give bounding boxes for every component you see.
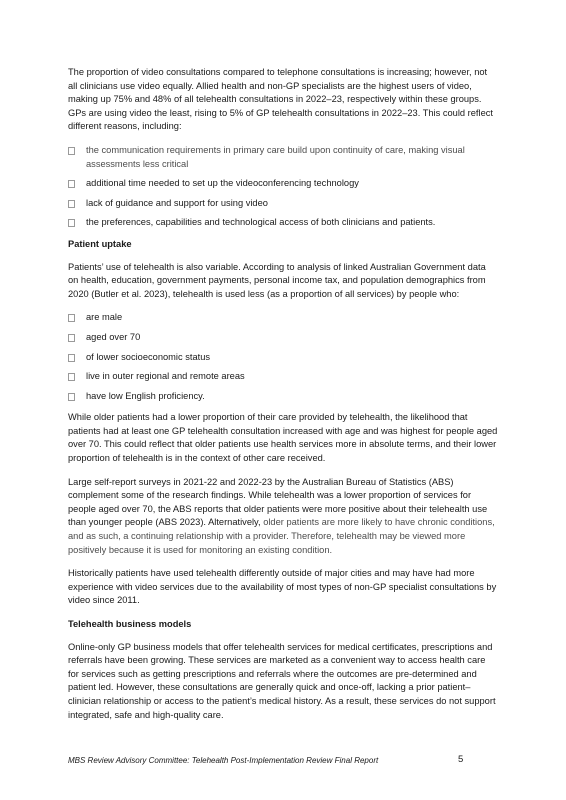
regional-paragraph: Historically patients have used telehealth differently outside of major cities and may have had more experience with video services due to the availability of most types of non-GP specialist consultations by video since 2011. — [68, 568, 497, 606]
list-item: have low English proficiency. — [68, 390, 498, 404]
business-paragraph: Online-only GP business models that offer telehealth services for medical certificates, prescriptions and referrals have been growing. These services are marketed as a convenient way to access health care for services such as getting prescriptions and referrals where the outcomes are pre-determined and patient led. However, these consultations are generally quick and once-off, lacking a prior patient–clinician relationship or access to the patient’s medical history. As a result, these services do not support integrated, safe and high-quality care. — [68, 641, 496, 720]
uptake-intro-paragraph: Patients’ use of telehealth is also variable. According to analysis of linked Australian Government data on health, education, government payments, personal income tax, and population demographics from 2020 (Butler et al. 2023), telehealth is used less (as a proportion of all services) by people who: — [68, 261, 486, 299]
bullet-box-icon — [68, 147, 75, 155]
bullet-box-icon — [68, 180, 75, 188]
list-item: additional time needed to set up the videoconferencing technology — [68, 177, 498, 191]
bullet-box-icon — [68, 314, 75, 322]
list-item: lack of guidance and support for using video — [68, 197, 498, 211]
list-item: aged over 70 — [68, 331, 498, 345]
page-footer — [68, 756, 498, 765]
older-patients-paragraph: While older patients had a lower proportion of their care provided by telehealth, the likelihood that patients had at least one GP telehealth consultation increased with age and was highest for people aged over 70. This could reflect that older patients use health services more in absolute terms, and their lower proportion of telehealth is in the context of other care received. — [68, 412, 498, 464]
page-number: 5 — [458, 754, 464, 765]
list-item: are male — [68, 311, 498, 325]
section-heading-patient-uptake: Patient uptake — [68, 238, 132, 249]
list-item: of lower socioeconomic status — [68, 351, 498, 365]
intro-paragraph: The proportion of video consultations compared to telephone consultations is increasing; however, not all clinicians use video equally. Allied health and non-GP specialists are the highest users of video, making up 75% and 48% of all telehealth consultations in 2022–23, respectively within these groups. GPs are using video the least, rising to 5% of GP telehealth consultations in 2022–23. This could reflect different reasons, including: — [68, 67, 493, 132]
list-item: the preferences, capabilities and technological access of both clinicians and patients. — [68, 216, 498, 230]
bullet-box-icon — [68, 219, 75, 227]
bullet-box-icon — [68, 200, 75, 208]
abs-survey-paragraph: Large self-report surveys in 2021-22 and 2022-23 by the Australian Bureau of Statistics (ABS) complement some of the research findings. While telehealth was a lower proportion of services for people aged over 70, the ABS reports that older patients were more positive about their telehealth use than younger people (ABS 2023). Alternatively, older patients are more likely to have chronic conditions, and as such, a continuing relationship with a provider. Therefore, telehealth may be viewed more positively because it is used for monitoring an existing condition. — [68, 476, 495, 555]
section-heading-business-models: Telehealth business models — [68, 619, 192, 629]
bullet-box-icon — [68, 393, 75, 401]
reasons-list — [68, 144, 498, 230]
document-body — [68, 66, 498, 732]
groups-list — [68, 311, 498, 403]
list-item: live in outer regional and remote areas — [68, 370, 498, 384]
bullet-box-icon — [68, 334, 75, 342]
bullet-box-icon — [68, 373, 75, 381]
footer-title: MBS Review Advisory Committee: Telehealth Post-Implementation Review Final Report — [68, 756, 379, 765]
list-item: the communication requirements in primary care build upon continuity of care, making visual assessments less critical — [68, 144, 498, 171]
bullet-box-icon — [68, 354, 75, 362]
